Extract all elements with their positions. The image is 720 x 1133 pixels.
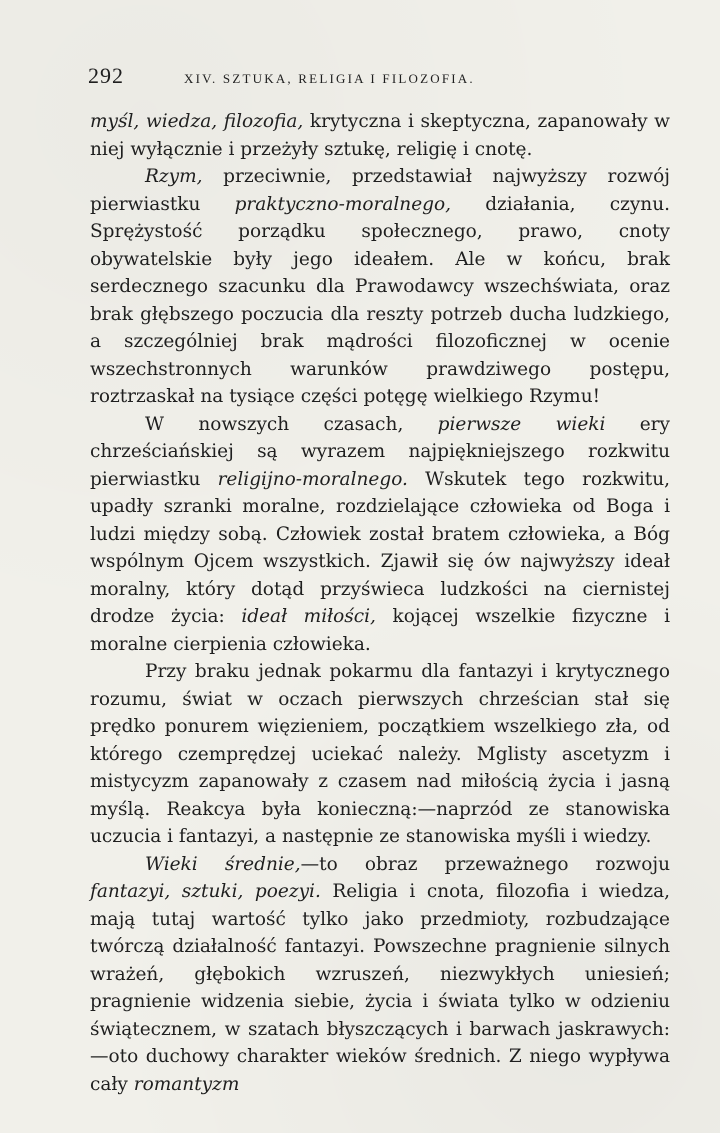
text-segment: ideał miłości, xyxy=(241,606,376,627)
running-title: XIV. SZTUKA, RELIGIA I FILOZOFIA. xyxy=(184,71,475,86)
text-segment: pierwsze wieki xyxy=(437,413,606,435)
text-segment: Religia i cnota, filozofia i wiedza, mają tutaj wartość tylko jako przedmioty, rozbudzające twórczą działalność fantazyi. Powszechne pragnienie silnych wrażeń, głębokich wzruszeń, niezwykłych uniesień; pragnienie widzenia siebie, życia i świata tylko w odzieniu świątecznem, w szatach błyszczących i barwach jaskrawych:—oto duchowy charakter wieków średnich. Z niego wypływa cały xyxy=(90,881,670,1095)
text-segment: fantazyi, sztuki, poezyi. xyxy=(90,881,321,902)
text-segment: przeciwnie, przedstawiał najwyższy rozwój pierwiastku xyxy=(90,166,670,215)
text-segment: ery chrześciańskiej są wyrazem najpiękniejszego rozkwitu pierwiastku xyxy=(90,413,670,490)
text-segment: krytyczna i skeptyczna, zapanowały w niej wyłącznie i przeżyły sztukę, religię i cnotę. xyxy=(90,111,670,160)
text-segment: romantyzm xyxy=(133,1073,240,1095)
text-segment: W nowszych czasach, xyxy=(145,413,438,435)
text-segment: praktyczno-moralnego, xyxy=(234,193,452,215)
page-number: 292 xyxy=(88,63,124,88)
text-segment: religijno-moralnego. xyxy=(217,468,408,490)
body-text xyxy=(90,108,670,1098)
page-header xyxy=(88,63,688,93)
paragraph xyxy=(90,163,670,411)
paragraph xyxy=(90,658,670,851)
text-segment: myśl, wiedza, filozofia, xyxy=(90,111,304,132)
paragraph xyxy=(90,851,670,1099)
paragraph xyxy=(90,108,670,163)
text-segment: Przy braku jednak pokarmu dla fantazyi i krytycznego rozumu, świat w oczach pierwszych chrześcian stał się prędko ponurem więzieniem, początkiem wszelkiego zła, od którego czemprędzej uciekać należy. Mglisty ascetyzm i mistycyzm zapanowały z czasem nad miłością życia i jasną myślą. Reakcya była konieczną:—naprzód ze stanowiska uczucia i fantazyi, a następnie ze stanowiska myśli i wiedzy. xyxy=(90,661,670,847)
text-segment: Wieki średnie, xyxy=(145,853,301,875)
text-segment: Wskutek tego rozkwitu, upadły szranki moralne, rozdzielające człowieka od Boga i ludzi między sobą. Człowiek został bratem człowieka, a Bóg wspólnym Ojcem wszystkich. Zjawił się ów najwyższy ideał moralny, który dotąd przyświeca ludzkości na ciernistej drodze życia: xyxy=(90,468,670,627)
paragraph xyxy=(90,411,670,659)
text-segment: —to obraz przeważnego rozwoju xyxy=(300,853,670,875)
text-segment: kojącej wszelkie fizyczne i moralne cierpienia człowieka. xyxy=(90,606,670,655)
text-segment: działania, czynu. Sprężystość porządku społecznego, prawo, cnoty obywatelskie były jego ideałem. Ale w końcu, brak serdecznego szacunku dla Prawodawcy wszechświata, oraz brak głębszego poczucia dla reszty potrzeb ducha ludzkiego, a szczególniej brak mądrości filozoficznej w ocenie wszechstronnych warunków prawdziwego postępu, roztrzaskał na tysiące części potęgę wielkiego Rzymu! xyxy=(90,193,670,407)
text-segment: Rzym, xyxy=(145,166,203,187)
